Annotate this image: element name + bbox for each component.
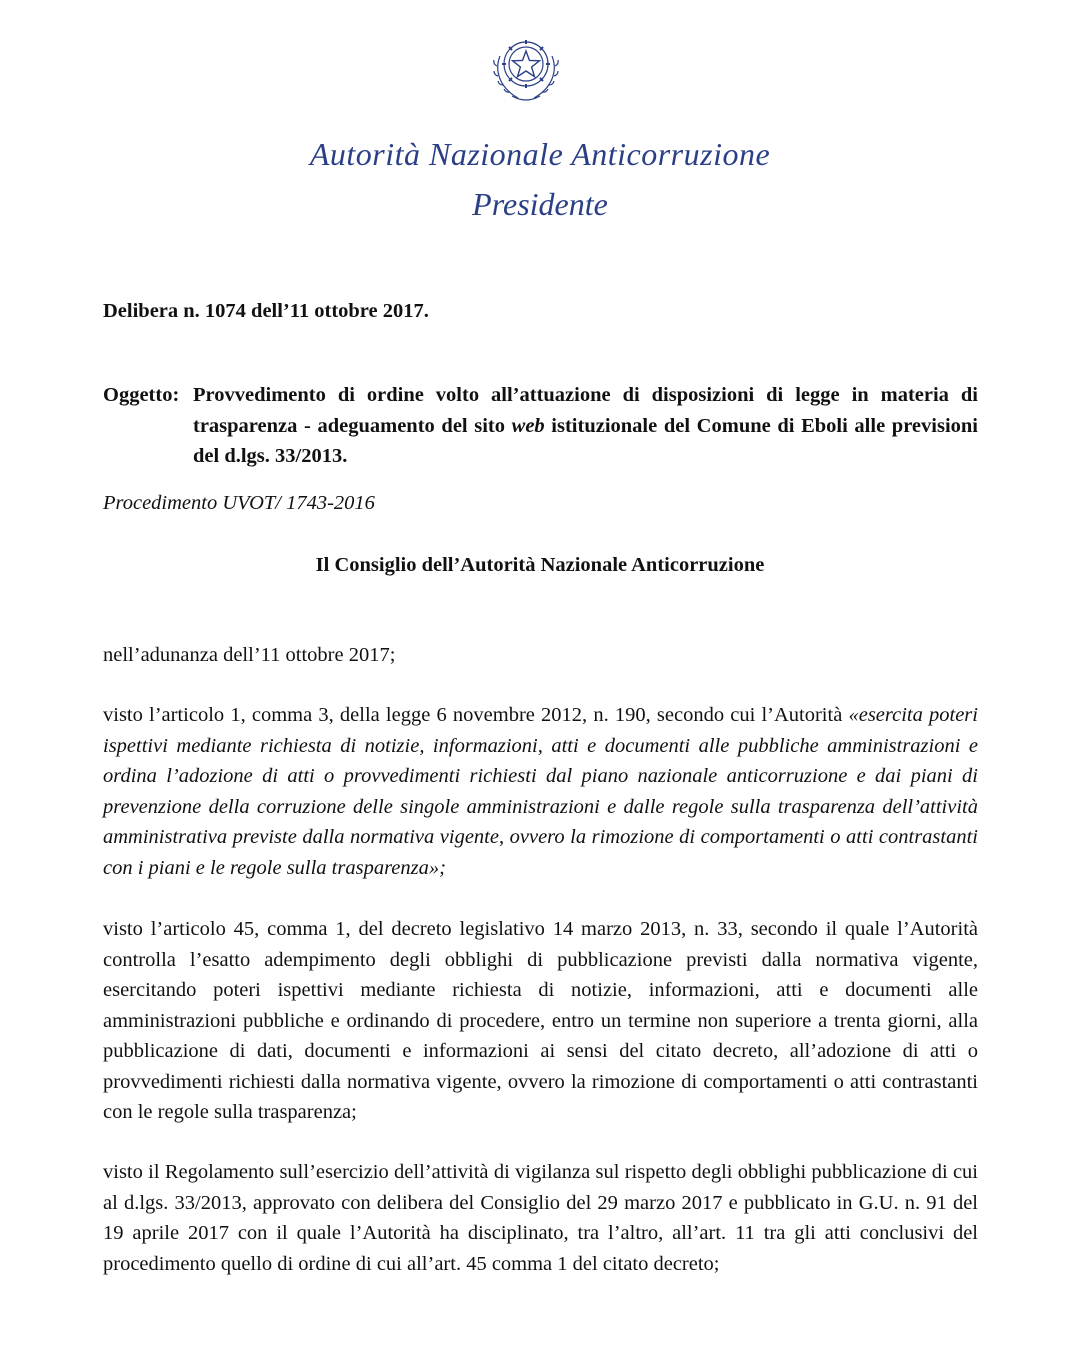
paragraph-dlgs-33: visto l’articolo 45, comma 1, del decreto legislativo 14 marzo 2013, n. 33, secondo il quale l’Autorità controlla l’esatto adempimento degli obblighi di pubblicazione previsti dalla normativa vigente, esercitando poteri ispettivi mediante richiesta di notizie, informazioni, atti e documenti alle amministrazioni pubbliche e ordinando di procedere, entro un termine non superiore a trenta giorni, alla pubblicazione di dati, documenti e informazioni ai sensi del citato decreto, all’adozione di atti o provvedimenti richiesti dalla normativa vigente, ovvero la rimozione di comportamenti o atti contrastanti con le regole sulla trasparenza; bbox=[103, 918, 978, 1123]
organization-title: Autorità Nazionale Anticorruzione bbox=[309, 136, 771, 172]
adunanza-paragraph: nell’adunanza dell’11 ottobre 2017; bbox=[103, 644, 396, 666]
paragraph-legge-190-quote: «esercita poteri ispettivi mediante richiesta di notizie, informazioni, atti e documenti alle pubbliche amministrazioni e ordina l’adozione di atti o provvedimenti richiesti dal piano nazionale anticorruzione e dai piani di prevenzione della corruzione delle singole amministrazioni e dalle regole sulla trasparenza dell’attività amministrativa previste dalla normativa vigente, ovvero la rimozione di comportamenti o atti contrastanti con i piani e le regole sulla trasparenza»; bbox=[103, 704, 978, 879]
procedimento-reference: Procedimento UVOT/ 1743-2016 bbox=[103, 492, 375, 514]
paragraph-legge-190 bbox=[103, 700, 978, 883]
oggetto-label: Oggetto: bbox=[103, 384, 180, 406]
oggetto-text-part1: Provvedimento di ordine volto all’attuazione di disposizioni di legge in materia di trasparenza - adeguamento del sito bbox=[193, 384, 978, 437]
delibera-heading: Delibera n. 1074 dell’11 ottobre 2017. bbox=[103, 300, 429, 322]
oggetto-body bbox=[193, 380, 978, 472]
oggetto-text-web: web bbox=[511, 414, 545, 437]
paragraph-legge-190-intro: visto l’articolo 1, comma 3, della legge 6 novembre 2012, n. 190, secondo cui l’Autorità bbox=[103, 704, 849, 726]
italian-republic-emblem-icon bbox=[486, 26, 566, 106]
oggetto-section bbox=[103, 380, 978, 472]
oggetto-text-part2: istituzionale del Comune di Eboli alle previsioni del d.lgs. 33/2013. bbox=[193, 414, 978, 467]
consiglio-heading: Il Consiglio dell’Autorità Nazionale Anticorruzione bbox=[315, 554, 765, 576]
role-title: Presidente bbox=[472, 186, 608, 222]
paragraph-regolamento: visto il Regolamento sull’esercizio dell’attività di vigilanza sul rispetto degli obblighi pubblicazione di cui al d.lgs. 33/2013, approvato con delibera del Consiglio del 29 marzo 2017 e pubblicato in G.U. n. 91 del 19 aprile 2017 con il quale l’Autorità ha disciplinato, tra l’altro, all’art. 11 tra gli atti conclusivi del procedimento quello di ordine di cui all’art. 45 comma 1 del citato decreto; bbox=[103, 1161, 978, 1275]
